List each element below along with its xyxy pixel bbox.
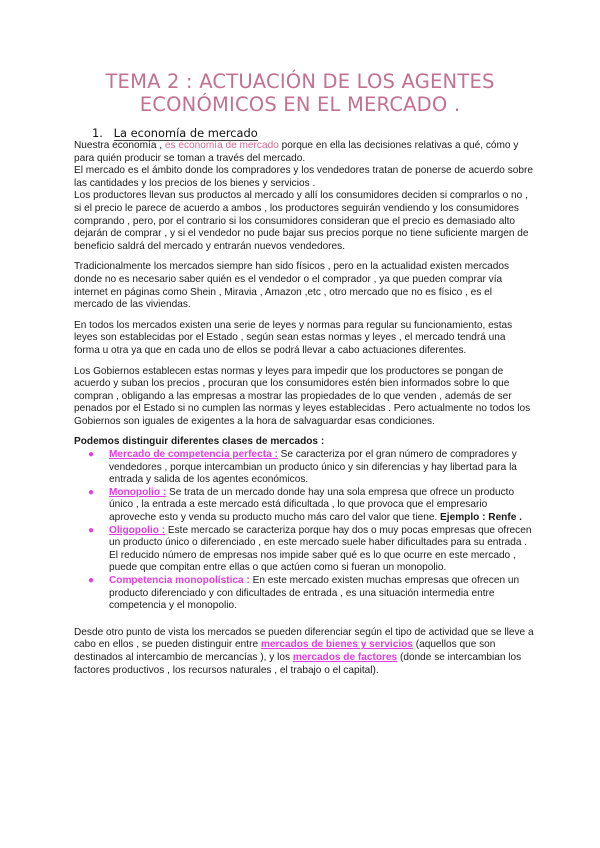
list-item	[74, 525, 534, 575]
closing-text-end: (donde se intercambian los factores productivos , los recursos naturales , el trabajo o el capital).	[74, 651, 522, 676]
intro-text: Nuestra economía ,	[74, 140, 165, 151]
term-competencia-monopolistica: Competencia monopolística :	[109, 575, 250, 586]
example-renfe: Ejemplo : Renfe .	[440, 512, 522, 524]
page-title	[0, 70, 600, 116]
paragraph-leyes: En todos los mercados existen una serie de leyes y normas para regular su funcionamiento, estas leyes son establecidas por el Estado , según sean estas normas y leyes , el mercado tendrá una forma u otra ya que en cada uno de ellos se podrá llevar a cabo actuaciones diferentes.	[74, 319, 513, 356]
intro-paragraph-3: Los productores llevan sus productos al mercado y allí los consumidores deciden si comprarlos o no , si el precio le parece de acuerdo a ambos , los productores seguirán vendiendo y los consumidores comprando , pero, por el contrario si los consumidores consideran que el precio es demasiado alto dejarán de comprar , y si el vendedor no pude bajar sus precios porque no tiene suficiente margen de beneficio saldrá del mercado y entrarán nuevos vendedores.	[74, 190, 529, 252]
intro-paragraph-1	[74, 140, 534, 165]
item-text: En este mercado existen muchas empresas que ofrecen un producto diferenciado y con dificultades de entrada , es una situación intermedia entre competencia y el monopolio.	[109, 575, 520, 612]
title-line-1: TEMA 2 : ACTUACIÓN DE LOS AGENTES	[105, 70, 495, 93]
list-item	[74, 487, 534, 525]
section-title: La economía de mercado	[113, 126, 258, 140]
term-oligopolio: Oligopolio :	[109, 524, 166, 536]
highlight-economia-mercado: es economía de mercado	[164, 140, 282, 151]
list-heading: Podemos distinguir diferentes clases de mercados :	[74, 436, 325, 448]
bullet-icon: ●	[88, 575, 95, 586]
bullet-icon: ●	[88, 449, 95, 461]
item-text: Se trata de un mercado donde hay una sola empresa que ofrece un producto único , la entrada a este mercado está dificultada , lo que provoca que el empresario aproveche esto y venda su producto mucho más caro del valor que tiene.	[109, 486, 515, 524]
intro-paragraph-2: El mercado es el ámbito donde los compradores y los vendedores tratan de ponerse de acuerdo sobre las cantidades y los precios de los bienes y servicios .	[74, 165, 533, 189]
list-item	[74, 575, 534, 613]
item-text: Se caracteriza por el gran número de compradores y vendedores , porque intercambian un producto único y sin diferencias y hay libertad para la entrada y salida de los agentes económicos.	[109, 449, 517, 486]
term-competencia-perfecta: Mercado de competencia perfecta :	[109, 449, 278, 461]
section-heading	[92, 126, 258, 140]
list-item	[74, 449, 534, 487]
closing-paragraph	[74, 627, 534, 677]
section-number: 1.	[92, 126, 103, 140]
paragraph-fisicos: Tradicionalmente los mercados siempre han sido físicos , pero en la actualidad existen mercados donde no es necesario saber quién es el vendedor o el comprador , ya que pueden comprar vía internet en páginas como Shein , Miravia , Amazon ,etc , otro mercado que no es físico , es el mercado de las viviendas.	[74, 261, 509, 311]
document-body	[74, 140, 534, 685]
term-factores: mercados de factores	[292, 651, 398, 663]
bullet-icon: ●	[88, 524, 95, 536]
paragraph-gobiernos: Los Gobiernos establecen estas normas y leyes para impedir que los productores se pongan de acuerdo y suban los precios , procuran que los consumidores estén bien informados sobre lo que compran , obligando a las empresas a mostrar las propiedades de lo que venden , además de ser penados por el Estado si no cumplen las normas y leyes establecidas . Pero actualmente no todos los Gobiernos son iguales de exigentes a la hora de salvaguardar esas condiciones.	[74, 365, 531, 427]
bullet-icon: ●	[88, 486, 95, 498]
closing-text: Desde otro punto de vista los mercados se pueden diferenciar según el tipo de actividad que se lleve a cabo en ellos , se pueden distinguir entre	[74, 626, 534, 651]
market-types-list	[74, 449, 534, 613]
closing-text-cont: (aquellos que son destinados al intercambio de mercancías ), y los	[74, 639, 496, 663]
intro-text-cont: porque en ella las decisiones relativas a qué, cómo y para quién producir se toman a través del mercado.	[74, 140, 519, 164]
title-line-2: ECONÓMICOS EN EL MERCADO .	[139, 93, 461, 116]
term-monopolio: Monopolio :	[109, 486, 167, 498]
term-bienes-servicios: mercados de bienes y servicios	[260, 639, 413, 651]
item-text: Este mercado se caracteriza porque hay dos o muy pocas empresas que ofrecen un producto único o diferenciado , en este mercado suele haber dificultades para su entrada . El reducido número de empresas nos impide saber qué es lo que ocurre en este mercado , puede que compitan entre ellas o que actúen como si fueran un monopolio.	[109, 524, 532, 574]
